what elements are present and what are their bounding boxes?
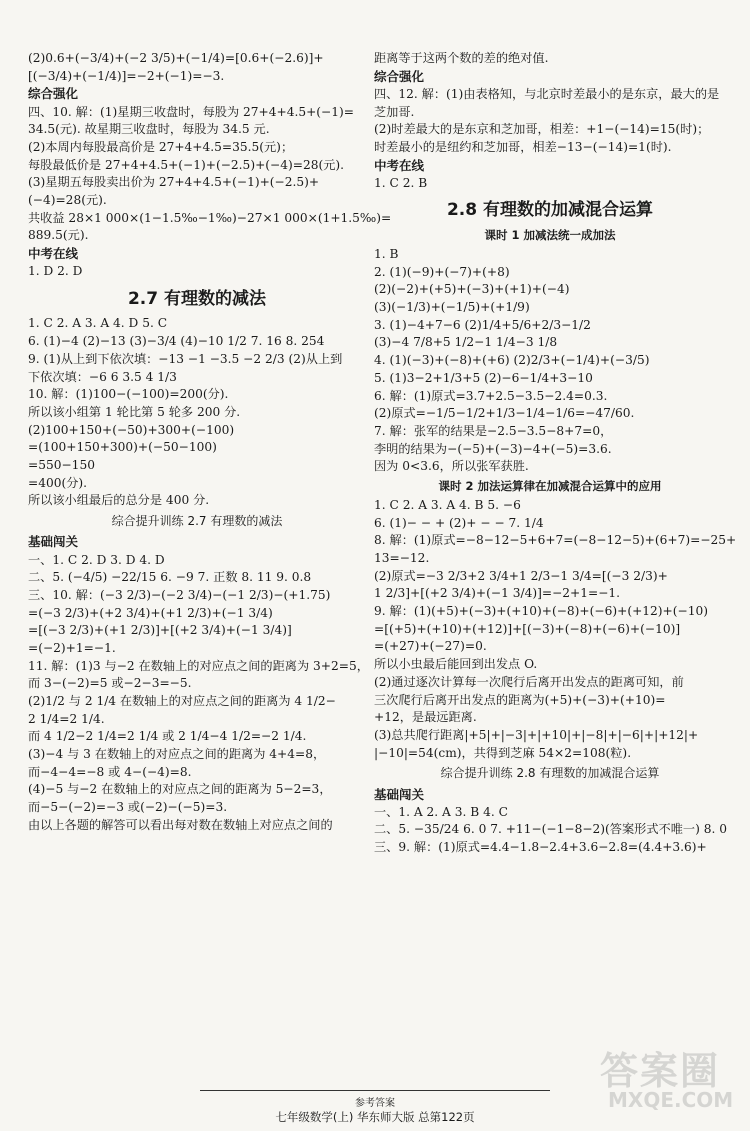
text-line: 时差最小的是纽约和芝加哥，相差−13−(−14)=1(时). — [374, 139, 672, 154]
text-line: 5. (1)3−2+1/3+5 (2)−6−1/4+3−10 — [374, 370, 593, 385]
text-line: 一、1. A 2. A 3. B 4. C — [374, 804, 508, 819]
text-line: 3. (1)−4+7−6 (2)1/4+5/6+2/3−1/2 — [374, 317, 591, 332]
text-line: (3)星期五每股卖出价为 27+4+4.5+(−1)+(−2.5)+ — [28, 175, 320, 190]
text-line: 11. 解：(1)3 与−2 在数轴上的对应点之间的距离为 3+2=5， — [28, 658, 369, 673]
text-line: (3)−4 7/8+5 1/2−1 1/4−3 1/8 — [374, 335, 558, 350]
text-line: =550−150 — [28, 457, 95, 472]
text-line: 10. 解：(1)100−(−100)=200(分). — [28, 387, 229, 402]
text-line: +12，是最远距离. — [374, 710, 477, 725]
text-line: (2)本周内每股最高价是 27+4+4.5=35.5(元)； — [28, 139, 294, 154]
text-line: 距离等于这两个数的差的绝对值. — [374, 51, 549, 65]
section-title: 2.8 有理数的加减混合运算 — [446, 200, 654, 221]
text-line: 共收益 28×1 000×(1−1.5‰−1‰)−27×1 000×(1+1.5‰)= — [28, 210, 392, 225]
section-label: 综合提升训练 2.8 有理数的加减混合运算 — [440, 766, 660, 781]
watermark-logo — [590, 1040, 740, 1120]
text-line: |−10|=54(cm)，共得到芝麻 54×2=108(粒). — [374, 745, 632, 760]
text-line: 每股最低价是 27+4+4.5+(−1)+(−2.5)+(−4)=28(元). — [28, 157, 345, 172]
text-line: (2)时差最大的是东京和芝加哥，相差：+1−(−14)=15(时)； — [374, 122, 710, 137]
text-line: (2)1/2 与 2 1/4 在数轴上的对应点之间的距离为 4 1/2− — [28, 694, 336, 709]
text-line: =(−2)+1=−1. — [28, 640, 116, 655]
text-line: 所以该小组第 1 轮比第 5 轮多 200 分. — [28, 404, 241, 419]
text-line: (3)−4 与 3 在数轴上的对应点之间的距离为 4+4=8， — [28, 747, 326, 762]
text-line: 所以该小组最后的总分是 400 分. — [28, 493, 210, 508]
text-line: (2)通过逐次计算每一次爬行后离开出发点的距离可知，前 — [374, 674, 684, 689]
text-line: (2)原式=−1/5−1/2+1/3−1/4−1/6=−47/60. — [374, 406, 635, 421]
subheading: 基础闯关 — [374, 786, 425, 802]
text-line: 889.5(元). — [28, 228, 89, 243]
subheading: 综合强化 — [374, 68, 425, 84]
text-line: =(+27)+(−27)=0. — [374, 639, 487, 654]
text-line: 而−4−4=−8 或 4−(−4)=8. — [28, 764, 192, 779]
text-line: 因为 0<3.6，所以张军获胜. — [374, 459, 529, 474]
text-line: =(100+150+300)+(−50−100) — [28, 440, 217, 455]
text-line: 一、1. C 2. D 3. D 4. D — [28, 552, 165, 567]
text-line: 6. (1)− − + (2)+ − − 7. 1/4 — [374, 515, 544, 530]
text-line: 1. C 2. A 3. A 4. D 5. C — [28, 316, 168, 331]
text-line: 三次爬行后离开出发点的距离为(+5)+(−3)+(+10)= — [374, 692, 666, 707]
text-line: =(−3 2/3)+(+2 3/4)+(+1 2/3)+(−1 3/4) — [28, 605, 273, 620]
text-line: 1. D 2. D — [28, 264, 83, 279]
watermark-url: MXQE.COM — [608, 1088, 734, 1112]
subheading: 中考在线 — [28, 246, 79, 261]
section-label: 综合提升训练 2.7 有理数的减法 — [111, 514, 283, 529]
right-column — [374, 50, 737, 857]
text-line: 7. 解：张军的结果是−2.5−3.5−8+7=0， — [374, 423, 613, 438]
lesson-title: 课时 1 加减法统一成加法 — [484, 228, 616, 243]
subheading: 中考在线 — [374, 157, 425, 173]
text-line: 1. B — [374, 247, 399, 262]
text-line: =[(−3 2/3)+(+1 2/3)]+[(+2 3/4)+(−1 3/4)] — [28, 623, 292, 638]
section-title: 2.7 有理数的减法 — [127, 288, 267, 309]
lesson-title: 课时 2 加法运算律在加减混合运算中的应用 — [438, 478, 662, 493]
text-line: 9. (1)从上到下依次填：−13 −1 −3.5 −2 2/3 (2)从上到 — [28, 351, 343, 366]
text-line: (2)(−2)+(+5)+(−3)+(+1)+(−4) — [374, 282, 570, 297]
text-line: 二、5. −35/24 6. 0 7. +11−(−1−8−2)(答案形式不唯一) 8. 0 — [374, 822, 728, 837]
text-line: 三、9. 解：(1)原式=4.4−1.8−2.4+3.6−2.8=(4.4+3.6)+ — [374, 840, 707, 855]
text-line: (2)原式=−3 2/3+2 3/4+1 2/3−1 3/4=[(−3 2/3)+ — [374, 568, 668, 583]
footer-book-info: 七年级数学(上) 华东师大版 总第122页 — [275, 1110, 475, 1124]
text-line: (2)0.6+(−3/4)+(−2 3/5)+(−1/4)=[0.6+(−2.6)]+ — [28, 51, 324, 65]
text-line: 6. (1)−4 (2)−13 (3)−3/4 (4)−10 1/2 7. 16 8. 254 — [28, 334, 325, 349]
text-line: [(−3/4)+(−1/4)]=−2+(−1)=−3. — [28, 68, 225, 83]
text-line: 而 4 1/2−2 1/4=2 1/4 或 2 1/4−4 1/2=−2 1/4. — [28, 729, 307, 744]
text-line: (−4)=28(元). — [28, 192, 107, 207]
text-line: 而−5−(−2)=−3 或(−2)−(−5)=3. — [28, 800, 228, 815]
text-line: 2 1/4=2 1/4. — [28, 711, 105, 726]
text-line: 1. C 2. B — [374, 175, 428, 190]
page-footer — [200, 1090, 550, 1125]
text-line: (3)总共爬行距离|+5|+|−3|+|+10|+|−8|+|−6|+|+12|+ — [374, 727, 699, 742]
text-line: 34.5(元). 故星期三收盘时，每股为 34.5 元. — [28, 122, 270, 137]
text-line: 8. 解：(1)原式=−8−12−5+6+7=(−8−12−5)+(6+7)=−25+ — [374, 533, 737, 548]
watermark-text: 答案圈 — [600, 1049, 721, 1093]
subheading: 基础闯关 — [28, 534, 79, 550]
text-line: 下依次填：−6 6 3.5 4 1/3 — [28, 369, 177, 384]
text-line: =[(+5)+(+10)+(+12)]+[(−3)+(−8)+(−6)+(−10)] — [374, 621, 681, 636]
text-line: 四、12. 解：(1)由表格知，与北京时差最小的是东京，最大的是 — [374, 86, 720, 101]
text-line: 1 2/3]+[(+2 3/4)+(−1 3/4)]=−2+1=−1. — [374, 586, 621, 601]
text-line: 李明的结果为−(−5)+(−3)−4+(−5)=3.6. — [374, 441, 612, 456]
footer-title: 参考答案 — [355, 1098, 395, 1109]
text-line: =400(分). — [28, 475, 88, 490]
text-line: (2)100+150+(−50)+300+(−100) — [28, 422, 235, 437]
text-line: 6. 解：(1)原式=3.7+2.5−3.5−2.4=0.3. — [374, 388, 608, 403]
text-line: 2. (1)(−9)+(−7)+(+8) — [374, 264, 510, 279]
subheading: 综合强化 — [28, 86, 79, 102]
text-line: 由以上各题的解答可以看出每对数在数轴上对应点之间的 — [28, 817, 333, 832]
text-line: 二、5. (−4/5) −22/15 6. −9 7. 正数 8. 11 9. 0.8 — [28, 570, 312, 585]
text-line: 9. 解：(1)(+5)+(−3)+(+10)+(−8)+(−6)+(+12)+(−10) — [374, 604, 709, 619]
text-line: 13=−12. — [374, 551, 430, 566]
text-line: 芝加哥. — [374, 104, 415, 119]
text-line: 4. (1)(−3)+(−8)+(+6) (2)2/3+(−1/4)+(−3/5) — [374, 353, 650, 368]
text-line: (4)−5 与−2 在数轴上的对应点之间的距离为 5−2=3， — [28, 782, 332, 797]
text-line: 三、10. 解：(−3 2/3)−(−2 3/4)−(−1 2/3)−(+1.75) — [28, 587, 331, 602]
text-line: 四、10. 解：(1)星期三收盘时，每股为 27+4+4.5+(−1)= — [28, 104, 354, 119]
text-line: 1. C 2. A 3. A 4. B 5. −6 — [374, 497, 521, 512]
text-line: 所以小虫最后能回到出发点 O. — [374, 657, 538, 672]
text-line: 而 3−(−2)=5 或−2−3=−5. — [28, 676, 192, 691]
text-line: (3)(−1/3)+(−1/5)+(+1/9) — [374, 300, 530, 315]
